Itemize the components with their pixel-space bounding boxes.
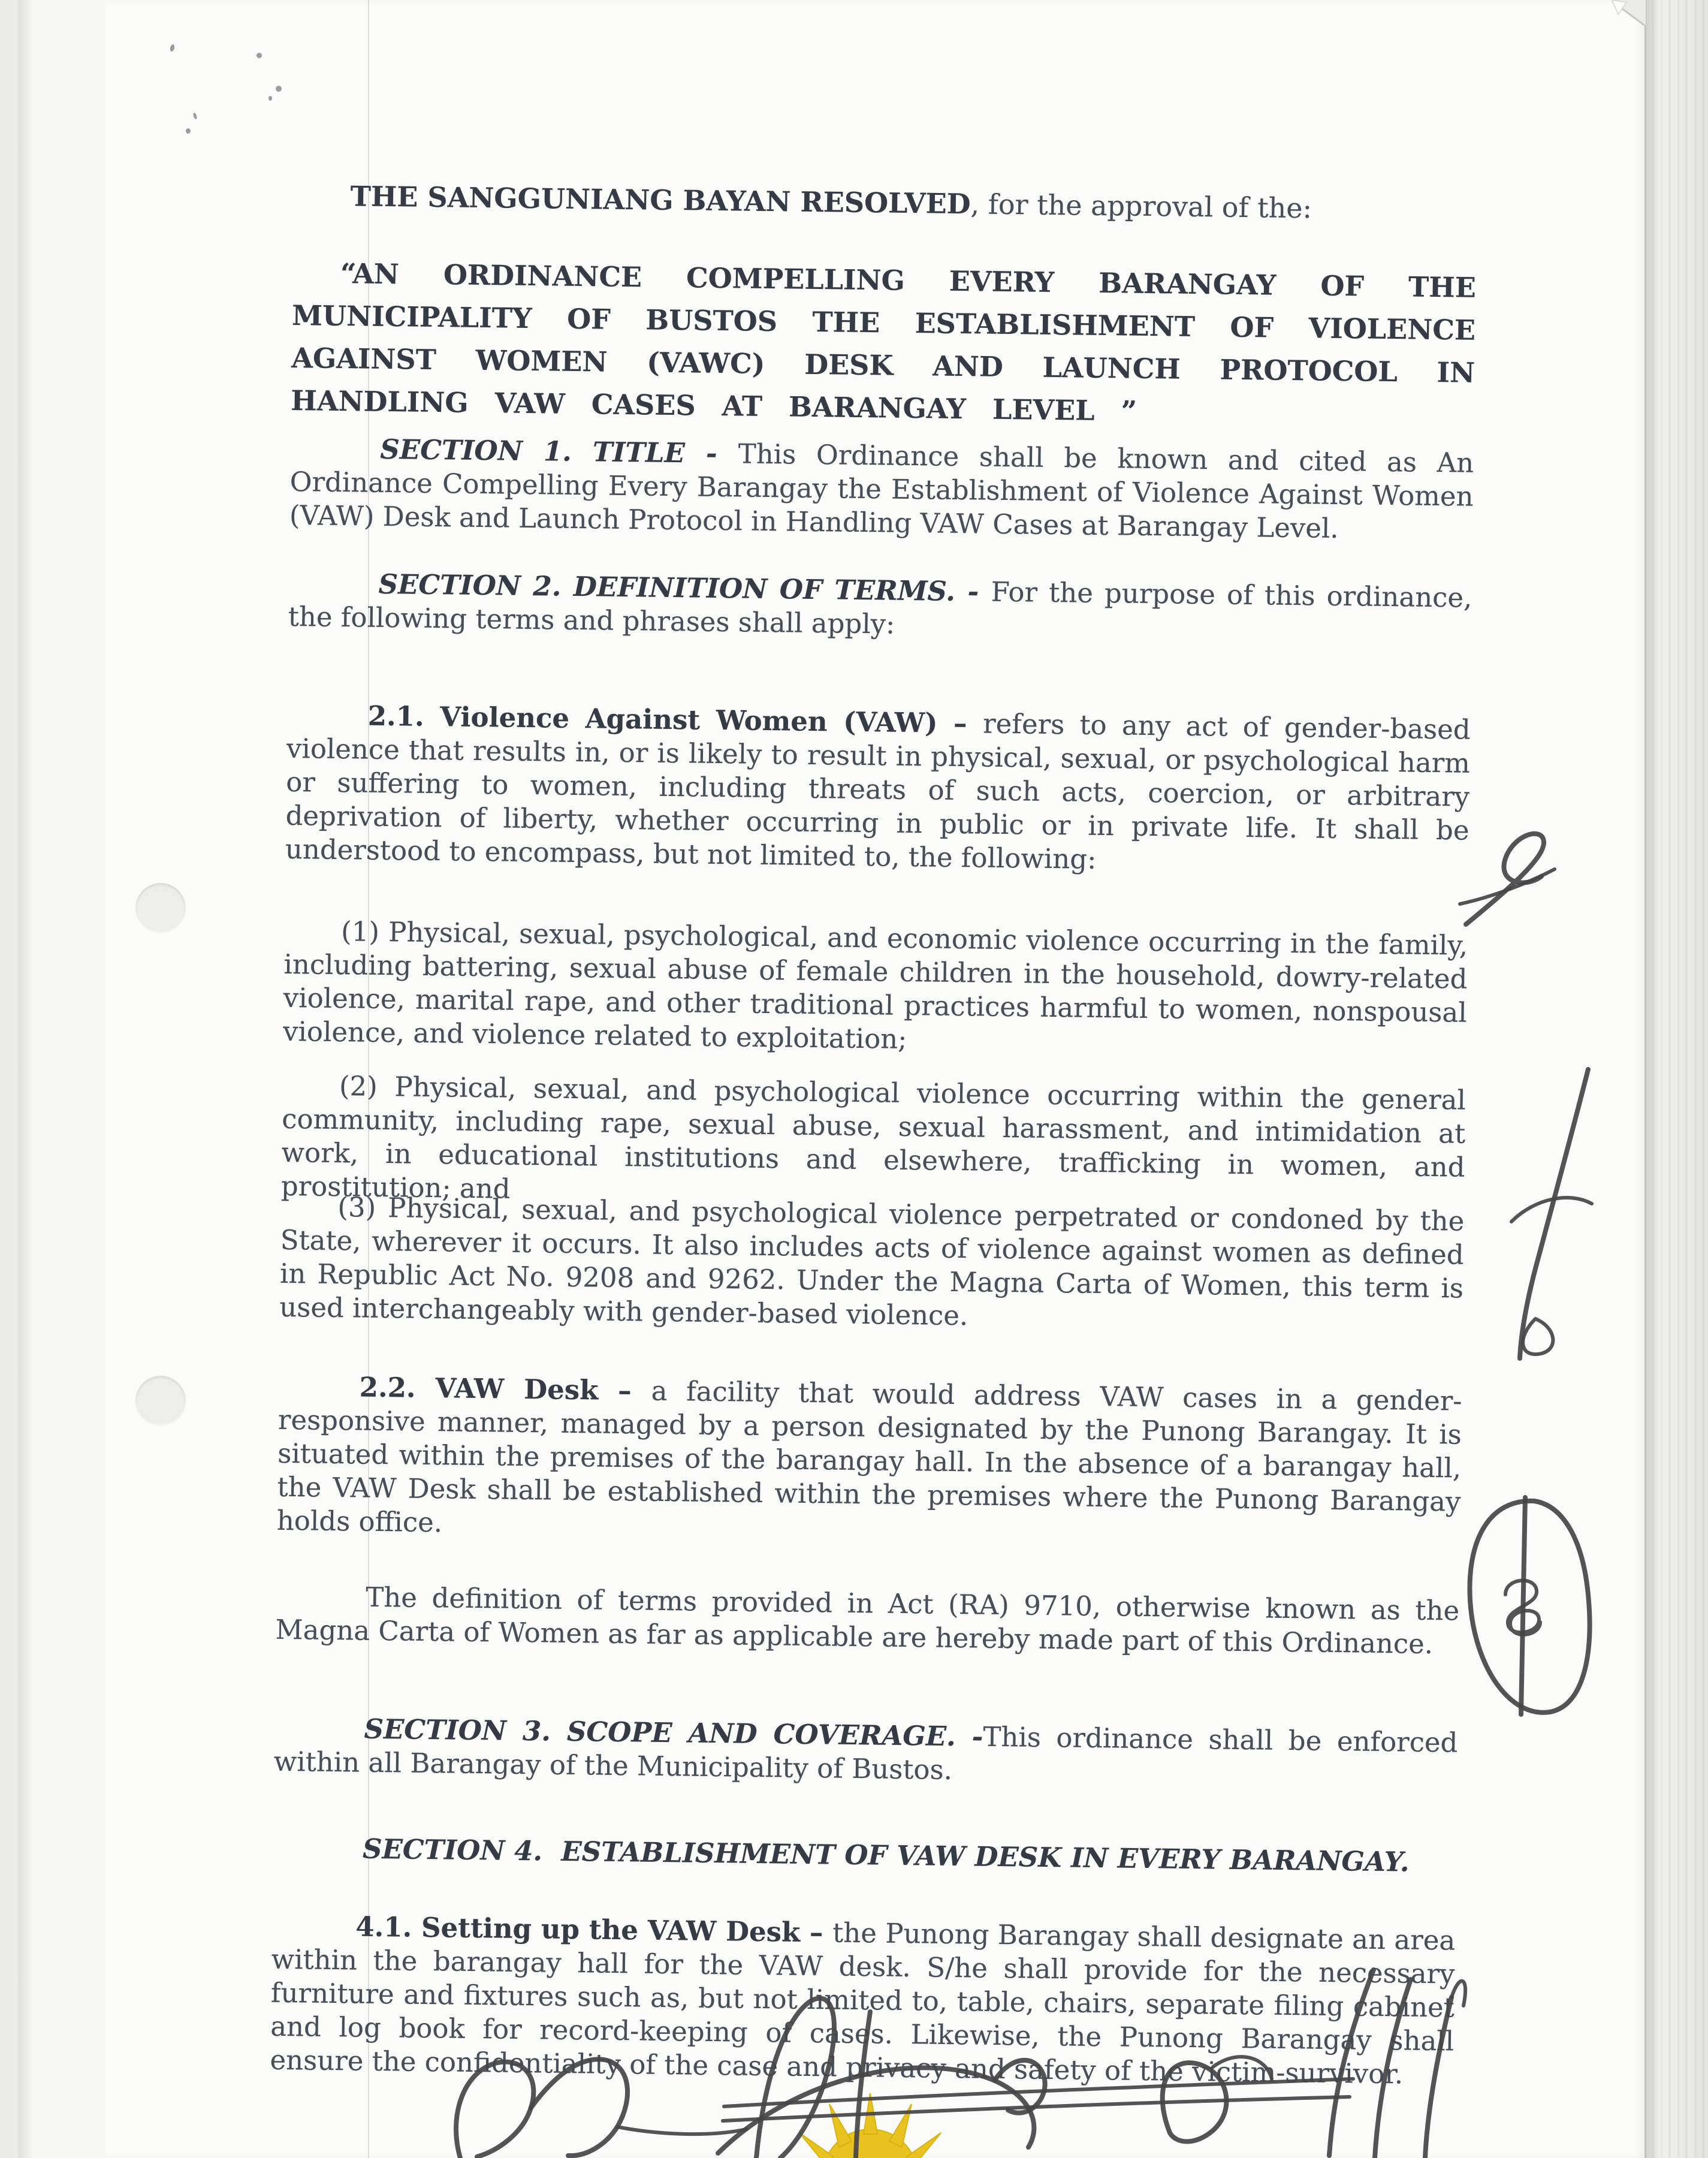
- ink-speck: [192, 112, 197, 119]
- definition-2-1-paragraph: [285, 698, 1471, 881]
- paragraph-lead: SECTION 3. SCOPE AND COVERAGE. -: [364, 1713, 983, 1753]
- section-3-paragraph: [273, 1711, 1457, 1794]
- paragraph-4-1: [270, 1909, 1455, 2092]
- paragraph-body: For the purpose of this ordinance, the following terms and phrases shall apply:: [288, 575, 1472, 640]
- paragraph-body: This Ordinance shall be known and cited as An Ordinance Compelling Every Barangay the Establishment of Violence Against Women (VAW) Desk and Launch Protocol in Handling VAW Cases at Barangay Level.: [289, 438, 1474, 544]
- ink-speck: [276, 86, 282, 92]
- paper-sheet: [105, 0, 1644, 2158]
- ink-speck: [186, 128, 191, 134]
- paragraph-body: a facility that would address VAW cases in a gender-responsive manner, managed by a person designated by the Punong Barangay. It is situated within the premises of the barangay hall. In the absence of a barangay hall, the VAW Desk shall be established within the premises where the Punong Barangay holds office.: [276, 1375, 1462, 1539]
- section-1-paragraph: [289, 432, 1474, 547]
- paragraph-lead: SECTION 1. TITLE -: [380, 433, 739, 470]
- vaw-item-3: (3) Physical, sexual, and psychological violence perpetrated or condoned by the State, wherever it occurs. It also includes acts of violence against women as defined in Republic Act No. 9208 and 9262. Under the Magna Carta of Women, this term is used interchangeably with gender-based violence.: [279, 1191, 1465, 1332]
- resolved-clause: [293, 179, 1477, 227]
- ink-speck: [170, 44, 176, 52]
- paragraph-lead: 2.2. VAW Desk –: [359, 1371, 652, 1407]
- ordinance-title: “AN ORDINANCE COMPELLING EVERY BARANGAY OF THE MUNICIPALITY OF BUSTOS THE ESTABLISHMENT OF VIOLENCE AGAINST WOMEN (VAWC) DESK AND LAUNCH PROTOCOL IN HANDLING VAW CASES AT BARANGAY LEVEL ”: [291, 257, 1477, 427]
- scan-edge-right: [1644, 0, 1708, 2158]
- punch-hole-bottom: [135, 1376, 186, 1426]
- scan-edge-left: [0, 0, 107, 2158]
- paragraph-lead: SECTION 2. DEFINITION OF TERMS. -: [378, 568, 992, 608]
- paragraph-body: This ordinance shall be enforced within all Barangay of the Municipality of Bustos.: [273, 1720, 1458, 1786]
- paragraph-lead: 4.1. Setting up the VAW Desk –: [355, 1910, 833, 1949]
- paragraph-lead: 2.1. Violence Against Women (VAW) –: [367, 700, 983, 740]
- paragraph-body: , for the approval of the:: [970, 188, 1312, 225]
- paragraph-lead: THE SANGGUNIANG BAYAN RESOLVED: [350, 180, 971, 221]
- vaw-item-1: (1) Physical, sexual, psychological, and economic violence occurring in the family, including battering, sexual abuse of female children in the household, dowry-related violence, marital rape, and other traditional practices harmful to women, nonspousal violence, and violence related to exploitation;: [282, 915, 1468, 1055]
- section-2-paragraph: [288, 566, 1472, 649]
- ink-speck: [256, 53, 262, 58]
- vaw-item-2: (2) Physical, sexual, and psychological violence occurring within the general community, including rape, sexual abuse, sexual harassment, and intimidation at work, in educational institutions and elsewhere, trafficking in women, and prostitution; and: [280, 1070, 1466, 1205]
- magna-carta-paragraph: The definition of terms provided in Act (RA) 9710, otherwise known as the Magna Carta of Women as far as applicable are hereby made part of this Ordinance.: [275, 1581, 1460, 1660]
- document-text: [269, 0, 1480, 2158]
- section-4-heading: SECTION 4. ESTABLISHMENT OF VAW DESK IN EVERY BARANGAY.: [362, 1833, 1410, 1878]
- punch-hole-top: [135, 883, 186, 933]
- paragraph-body: the Punong Barangay shall designate an area within the barangay hall for the VAW desk. S/he shall provide for the necessary furniture and fixtures such as, but not limited to, table, chairs, separate filing cabinet and log book for record-keeping of cases. Likewise, the Punong Barangay shall ensure the confidentiality of the case and privacy and safety of the victim-survivor.: [270, 1916, 1456, 2090]
- definition-2-2-paragraph: [277, 1370, 1462, 1553]
- paragraph-body: refers to any act of gender-based violence that results in, or is likely to result in physical, sexual, or psychological harm or suffering to women, including threats of such acts, coercion, or arbitrary deprivation of liberty, whether occurring in public or in private life. It shall be understood to encompass, but not limited to, the following:: [285, 707, 1471, 875]
- ink-speck: [268, 96, 272, 101]
